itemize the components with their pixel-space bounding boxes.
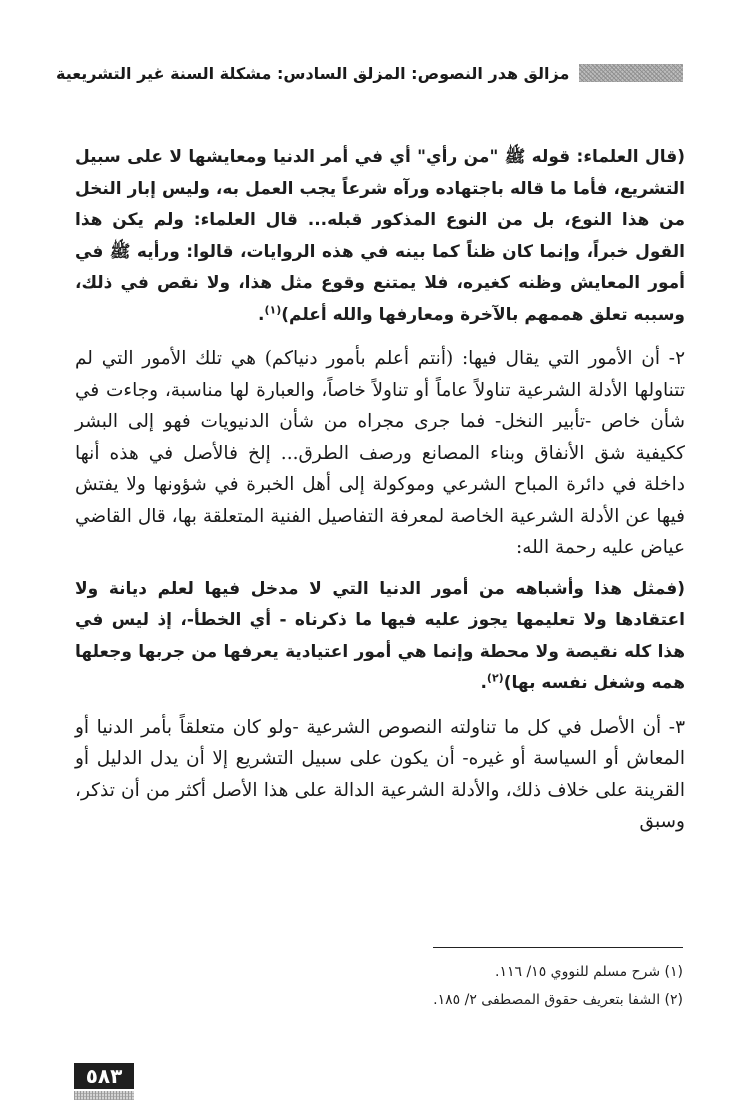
running-head: [56, 58, 683, 88]
footnote-divider: [433, 947, 683, 948]
quote-ulama-end: .: [258, 304, 265, 325]
paragraph-point-2: ٢- أن الأمور التي يقال فيها: (أنتم أعلم بأمور دنياكم) هي تلك الأمور التي لم تتناولها الأدلة الشرعية تناولاً عاماً أو تناولاً خاصاً، والعبارة لها مناسبة، وجاءت في شأن خاص -تأبير النخل- فما جرى مجراه من شأن الدنيويات فهو إلى البشر ككيفية شق الأنفاق وبناء المصانع ورصف الطرق... إلخ فالأصل في هذه أنها داخلة في دائرة المباح الشرعي وموكولة إلى أهل الخبرة في شؤونها ولا يفتش فيها عن الأدلة الشرعية الخاصة لمعرفة التفاصيل الفنية المتعلقة بها، قال القاضي عياض عليه رحمة الله:: [75, 348, 685, 558]
page-number-ornament: [74, 1091, 134, 1100]
page-number: ٥٨٣: [74, 1063, 134, 1089]
quote-ulama: [75, 142, 685, 331]
quote-qadi-iyad-text: (فمثل هذا وأشباهه من أمور الدنيا التي لا مدخل فيها لعلم ديانة ولا اعتقادها ولا تعليمها يجوز عليه فيها ما ذكرناه - أي الخطأ-، إذ ليس في هذا كله نقيصة ولا محطة وإنما هي أمور اعتيادية يعرفها من جربها وجعلها همه وشغل نفسه بها): [75, 578, 685, 693]
running-head-ornament-bar: [579, 64, 683, 82]
footnote-ref-1: (١): [264, 302, 282, 316]
quote-qadi-iyad-end: .: [480, 673, 487, 693]
main-text: [75, 142, 685, 838]
quote-qadi-iyad: [75, 574, 685, 700]
footnote-2: (٢) الشفا بتعريف حقوق المصطفى ٢/ ١٨٥.: [433, 992, 683, 1008]
paragraph-point-3: ٣- أن الأصل في كل ما تناولته النصوص الشرعية -ولو كان متعلقاً بأمر الدنيا أو المعاش أو السياسة أو غيره- أن يكون على سبيل التشريع إلا أن يدل الدليل أو القرينة على خلاف ذلك، والأدلة الشرعية الدالة على هذا الأصل أكثر من أن تذكر، وسبق: [75, 716, 685, 832]
footnote-1: (١) شرح مسلم للنووي ١٥/ ١١٦.: [494, 964, 683, 980]
quote-ulama-text: (قال العلماء: قوله ﷺ "من رأي" أي في أمر الدنيا ومعايشها لا على سبيل التشريع، فأما ما قاله باجتهاده ورآه شرعاً يجب العمل به، وليس إبار النخل من هذا النوع، بل من النوع المذكور قبله... قال العلماء: ولم يكن هذا القول خبراً، وإنما كان ظناً كما بينه في هذه الروايات، قالوا: ورأيه ﷺ في أمور المعايش وظنه كغيره، فلا يمتنع وقوع مثل هذا، ولا نقص في ذلك، وسببه تعلق هممهم بالآخرة ومعارفها والله أعلم): [75, 147, 685, 325]
footnotes: [250, 958, 683, 1014]
running-head-title: مزالق هدر النصوص: المزلق السادس: مشكلة السنة غير التشريعية: [56, 63, 570, 83]
footnote-ref-2: (٢): [486, 671, 504, 685]
